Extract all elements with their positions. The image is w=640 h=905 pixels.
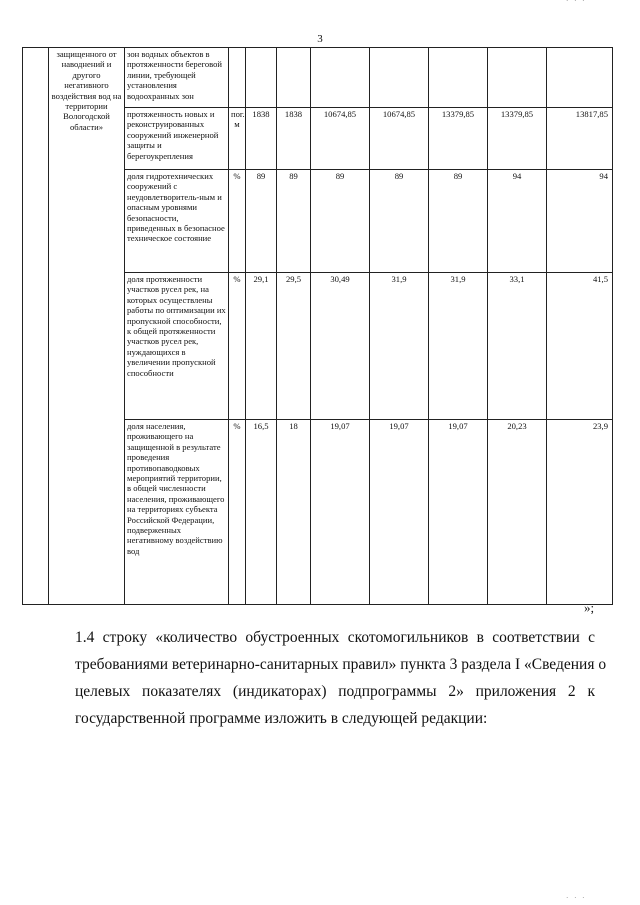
value-cell — [311, 48, 370, 108]
indicator-cell: зон водных объектов в протяженности береговой линии, требующей установления водоохранных зон — [125, 48, 229, 108]
indicator-cell: доля населения, проживающего на защищенной в результате проведения противопаводковых мероприятий территории, в общей численности населения, проживающего на территориях субъекта Российской Федерации, подверженных негативному воздействию вод — [125, 420, 229, 605]
value-cell: 89 — [277, 170, 311, 273]
value-cell: 13379,85 — [488, 108, 547, 170]
value-cell: 94 — [547, 170, 613, 273]
indicator-cell: доля протяженности участков русел рек, на которых осуществлены работы по оптимизации их пропускной способности, к общей протяженности участков русел рек, нуждающихся в увеличении пропускной способности — [125, 273, 229, 420]
closing-quote: »; — [584, 600, 595, 615]
page-number: 3 — [317, 33, 323, 45]
value-cell: 41,5 — [547, 273, 613, 420]
value-cell: 33,1 — [488, 273, 547, 420]
value-cell: 29,5 — [277, 273, 311, 420]
unit-cell: % — [229, 170, 246, 273]
value-cell: 19,07 — [370, 420, 429, 605]
value-cell: 89 — [246, 170, 277, 273]
value-cell: 10674,85 — [311, 108, 370, 170]
value-cell: 19,07 — [311, 420, 370, 605]
value-cell — [246, 48, 277, 108]
value-cell: 13817,85 — [547, 108, 613, 170]
value-cell: 89 — [311, 170, 370, 273]
value-cell — [547, 48, 613, 108]
value-cell — [429, 48, 488, 108]
value-cell: 16,5 — [246, 420, 277, 605]
value-cell: 10674,85 — [370, 108, 429, 170]
row-number-cell — [23, 48, 49, 605]
goal-cell: защищенного от наводнений и другого негативного воздействия вод на территории Вологодской области» — [49, 48, 125, 605]
value-cell: 31,9 — [370, 273, 429, 420]
value-cell: 19,07 — [429, 420, 488, 605]
scan-footer-mark: · · · — [566, 894, 587, 902]
paragraph-line: государственной программе изложить в следующей редакции: — [75, 710, 488, 727]
value-cell: 1838 — [277, 108, 311, 170]
paragraph-line: 1.4 строку «количество обустроенных скотомогильников в соответствии с — [75, 629, 595, 646]
table-row — [23, 48, 613, 108]
indicator-cell: доля гидротехнических сооружений с неудовлетворитель-ным и опасным уровнями безопасности, приведенных в безопасное техническое состояние — [125, 170, 229, 273]
scan-corner-mark: · · · — [566, 0, 587, 5]
value-cell: 30,49 — [311, 273, 370, 420]
value-cell: 13379,85 — [429, 108, 488, 170]
value-cell: 89 — [370, 170, 429, 273]
unit-cell — [229, 48, 246, 108]
value-cell: 20,23 — [488, 420, 547, 605]
value-cell: 23,9 — [547, 420, 613, 605]
indicator-cell: протяженность новых и реконструированных сооружений инженерной защиты и берегоукрепления — [125, 108, 229, 170]
unit-cell: пог. м — [229, 108, 246, 170]
value-cell: 31,9 — [429, 273, 488, 420]
unit-cell: % — [229, 420, 246, 605]
paragraph-line: целевых показателях (индикаторах) подпрограммы 2» приложения 2 к — [75, 683, 595, 700]
value-cell: 18 — [277, 420, 311, 605]
amendment-paragraph — [75, 624, 607, 732]
value-cell: 1838 — [246, 108, 277, 170]
value-cell — [370, 48, 429, 108]
unit-cell: % — [229, 273, 246, 420]
value-cell — [488, 48, 547, 108]
indicators-table — [22, 47, 613, 605]
value-cell — [277, 48, 311, 108]
value-cell: 89 — [429, 170, 488, 273]
paragraph-line: требованиями ветеринарно-санитарных правил» пункта 3 раздела I «Сведения о — [75, 656, 607, 673]
value-cell: 94 — [488, 170, 547, 273]
value-cell: 29,1 — [246, 273, 277, 420]
